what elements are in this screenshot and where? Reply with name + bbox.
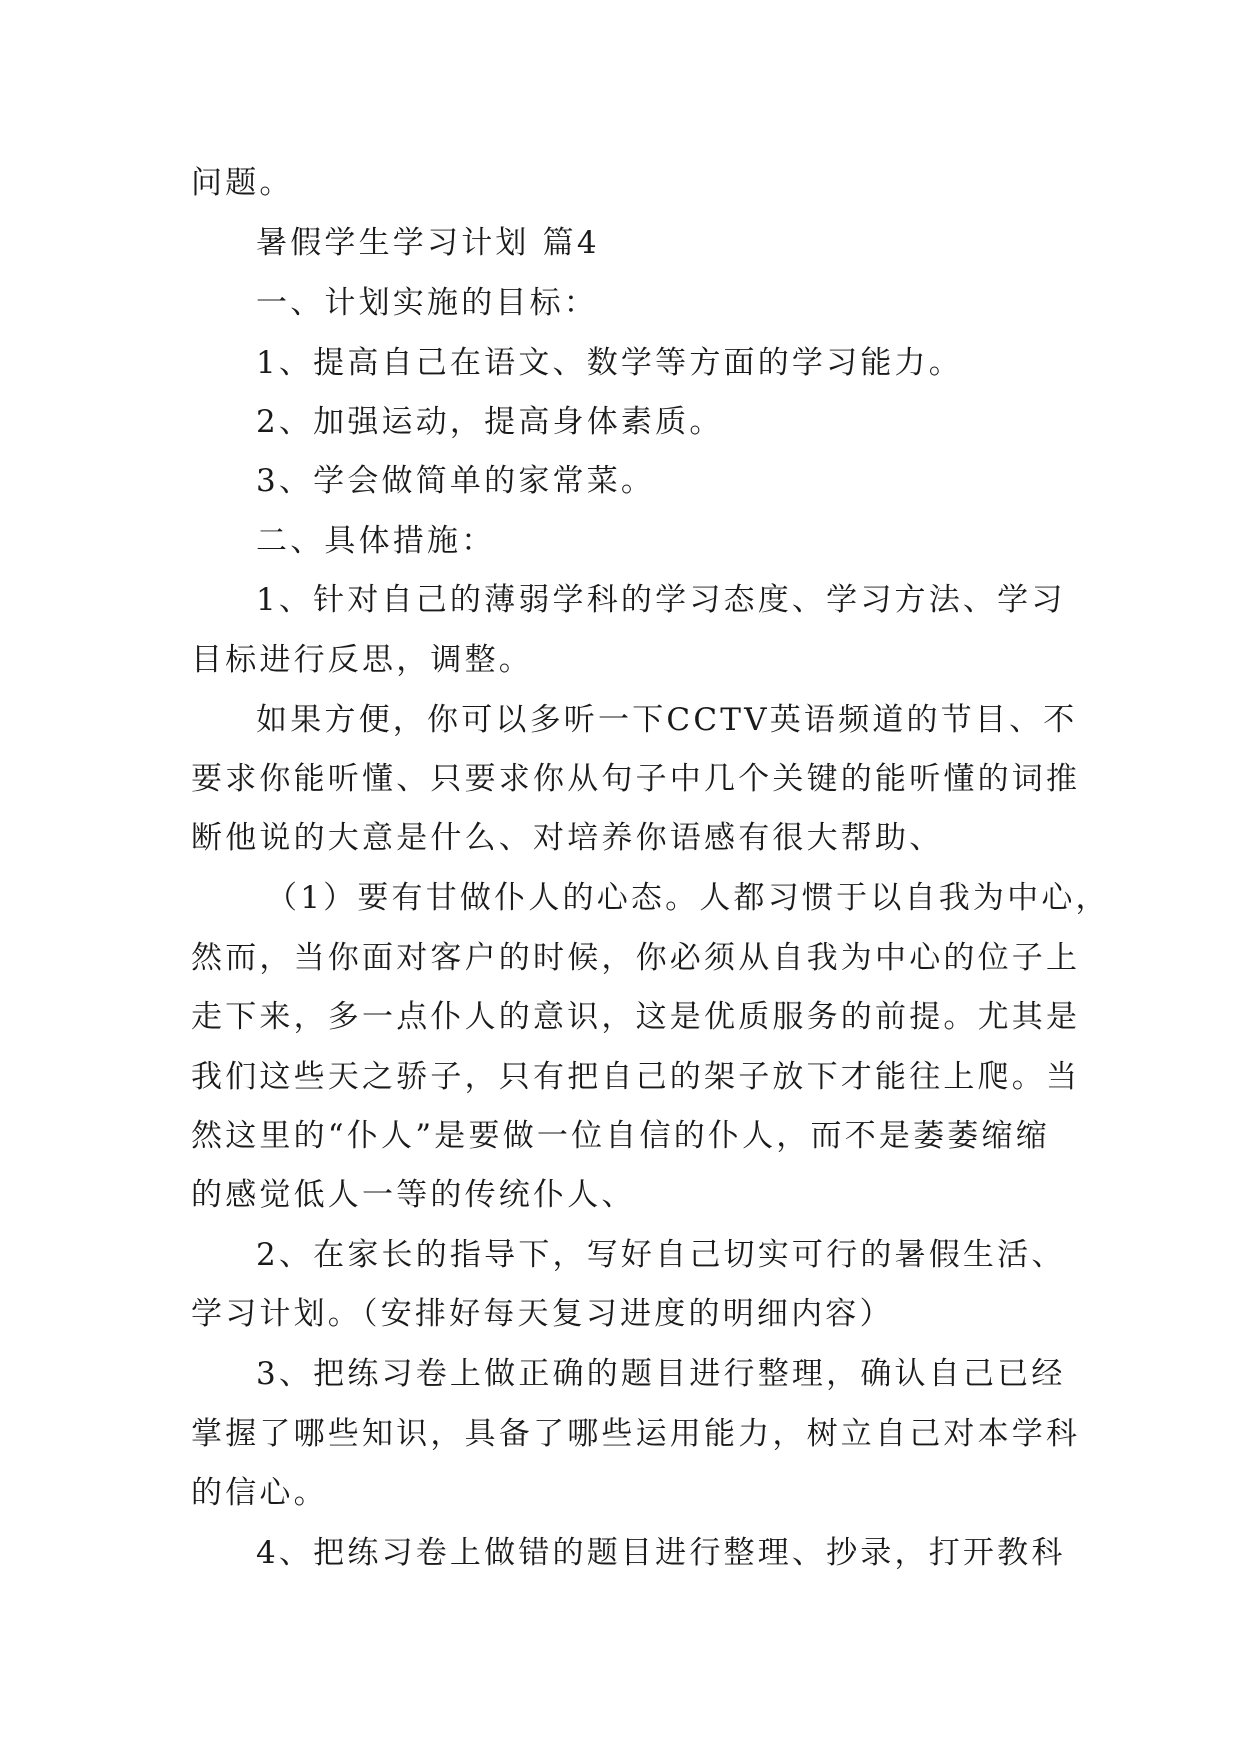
text-line: 学习计划。（安排好每天复习进度的明细内容） bbox=[191, 1296, 894, 1332]
text-line: 二、具体措施： bbox=[256, 523, 496, 559]
text-line: 3、学会做简单的家常菜。 bbox=[256, 463, 656, 499]
text-line: 断他说的大意是什么、对培养你语感有很大帮助、 bbox=[191, 820, 944, 856]
text-line: 目标进行反思，调整。 bbox=[191, 642, 533, 678]
text-line: 一、计划实施的目标： bbox=[256, 285, 598, 321]
text-line: 问题。 bbox=[191, 165, 294, 201]
text-line: 3、把练习卷上做正确的题目进行整理，确认自己已经 bbox=[256, 1356, 1066, 1392]
text-line: 要求你能听懂、只要求你从句子中几个关键的能听懂的词推 bbox=[191, 761, 1081, 797]
text-line: 2、在家长的指导下，写好自己切实可行的暑假生活、 bbox=[256, 1237, 1066, 1273]
text-line: 然这里的“仆人”是要做一位自信的仆人，而不是萎萎缩缩 bbox=[191, 1118, 1050, 1154]
text-line: 走下来，多一点仆人的意识，这是优质服务的前提。尤其是 bbox=[191, 999, 1081, 1035]
text-line: 的信心。 bbox=[191, 1475, 328, 1511]
section-heading: 暑假学生学习计划 篇4 bbox=[256, 225, 600, 261]
text-line: 我们这些天之骄子，只有把自己的架子放下才能往上爬。当 bbox=[191, 1059, 1081, 1095]
text-line: 掌握了哪些知识，具备了哪些运用能力，树立自己对本学科 bbox=[191, 1416, 1081, 1452]
text-line: 2、加强运动，提高身体素质。 bbox=[256, 404, 724, 440]
text-line: 然而，当你面对客户的时候，你必须从自我为中心的位子上 bbox=[191, 940, 1081, 976]
text-line: （1）要有甘做仆人的心态。人都习惯于以自我为中心， bbox=[266, 880, 1110, 916]
text-line: 如果方便，你可以多听一下CCTV英语频道的节目、不 bbox=[256, 702, 1078, 738]
text-line: 1、提高自己在语文、数学等方面的学习能力。 bbox=[256, 345, 963, 381]
text-line: 1、针对自己的薄弱学科的学习态度、学习方法、学习 bbox=[256, 582, 1066, 618]
text-line: 的感觉低人一等的传统仆人、 bbox=[191, 1177, 636, 1213]
text-line: 4、把练习卷上做错的题目进行整理、抄录，打开教科 bbox=[256, 1535, 1066, 1571]
